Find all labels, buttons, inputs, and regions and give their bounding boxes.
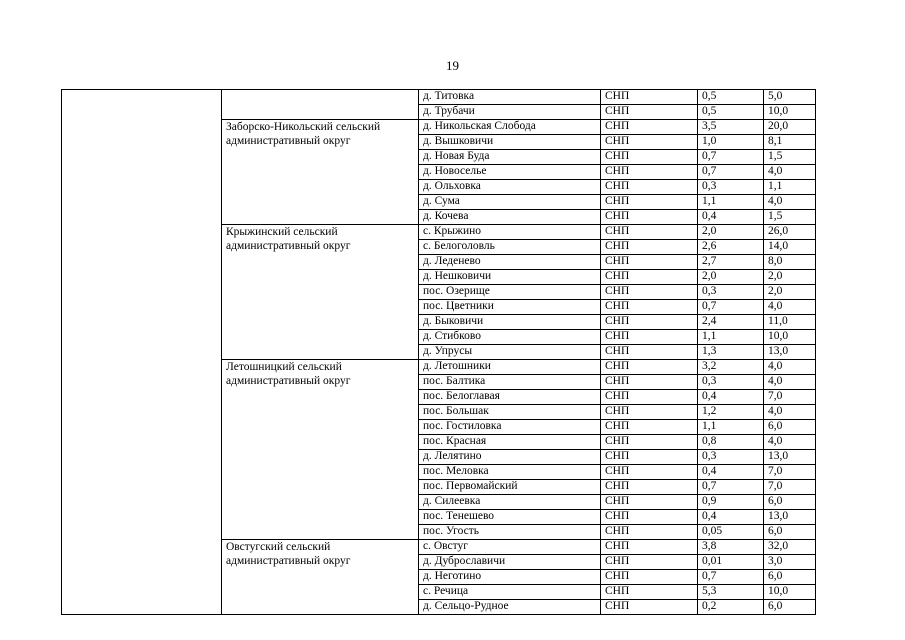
settlement-type-cell: СНП [601, 150, 698, 165]
settlement-name-cell: пос. Красная [419, 435, 601, 450]
value-2-cell: 8,1 [764, 135, 816, 150]
value-1-cell: 0,4 [698, 465, 764, 480]
settlement-type-cell: СНП [601, 135, 698, 150]
value-2-cell: 4,0 [764, 435, 816, 450]
value-2-cell: 6,0 [764, 600, 816, 615]
settlement-type-cell: СНП [601, 270, 698, 285]
settlement-name-cell: пос. Балтика [419, 375, 601, 390]
settlement-type-cell: СНП [601, 285, 698, 300]
value-1-cell: 0,7 [698, 480, 764, 495]
settlement-name-cell: пос. Озерище [419, 285, 601, 300]
value-1-cell: 0,9 [698, 495, 764, 510]
settlement-type-cell: СНП [601, 555, 698, 570]
value-2-cell: 8,0 [764, 255, 816, 270]
value-1-cell: 5,3 [698, 585, 764, 600]
value-1-cell: 3,8 [698, 540, 764, 555]
district-name-cell: Заборско-Никольский сельский административный округ [222, 120, 419, 225]
settlement-name-cell: с. Овстуг [419, 540, 601, 555]
settlement-type-cell: СНП [601, 585, 698, 600]
settlement-name-cell: д. Леденево [419, 255, 601, 270]
settlement-type-cell: СНП [601, 210, 698, 225]
value-1-cell: 0,5 [698, 105, 764, 120]
settlement-name-cell: д. Сельцо-Рудное [419, 600, 601, 615]
value-2-cell: 4,0 [764, 165, 816, 180]
settlement-name-cell: д. Силеевка [419, 495, 601, 510]
value-1-cell: 0,2 [698, 600, 764, 615]
value-2-cell: 10,0 [764, 585, 816, 600]
settlement-name-cell: д. Сума [419, 195, 601, 210]
settlement-type-cell: СНП [601, 390, 698, 405]
value-1-cell: 1,1 [698, 195, 764, 210]
district-name-cell: Летошницкий сельский административный округ [222, 360, 419, 540]
settlement-name-cell: пос. Белоглавая [419, 390, 601, 405]
value-2-cell: 26,0 [764, 225, 816, 240]
value-1-cell: 0,4 [698, 390, 764, 405]
value-2-cell: 7,0 [764, 480, 816, 495]
value-2-cell: 13,0 [764, 450, 816, 465]
settlement-type-cell: СНП [601, 540, 698, 555]
value-2-cell: 14,0 [764, 240, 816, 255]
value-1-cell: 1,3 [698, 345, 764, 360]
settlement-type-cell: СНП [601, 375, 698, 390]
value-1-cell: 0,7 [698, 300, 764, 315]
value-2-cell: 6,0 [764, 525, 816, 540]
value-1-cell: 0,4 [698, 510, 764, 525]
value-2-cell: 7,0 [764, 390, 816, 405]
value-1-cell: 1,0 [698, 135, 764, 150]
settlement-name-cell: д. Ольховка [419, 180, 601, 195]
settlement-name-cell: д. Нешковичи [419, 270, 601, 285]
value-1-cell: 2,4 [698, 315, 764, 330]
value-2-cell: 6,0 [764, 570, 816, 585]
settlement-type-cell: СНП [601, 435, 698, 450]
value-2-cell: 3,0 [764, 555, 816, 570]
settlement-type-cell: СНП [601, 195, 698, 210]
settlement-name-cell: с. Речица [419, 585, 601, 600]
value-2-cell: 13,0 [764, 510, 816, 525]
settlement-name-cell: пос. Первомайский [419, 480, 601, 495]
value-1-cell: 2,0 [698, 225, 764, 240]
value-2-cell: 4,0 [764, 405, 816, 420]
settlement-type-cell: СНП [601, 240, 698, 255]
settlement-type-cell: СНП [601, 345, 698, 360]
settlement-type-cell: СНП [601, 600, 698, 615]
settlement-name-cell: д. Быковичи [419, 315, 601, 330]
settlement-type-cell: СНП [601, 225, 698, 240]
settlement-name-cell: д. Летошники [419, 360, 601, 375]
settlement-type-cell: СНП [601, 300, 698, 315]
settlement-name-cell: с. Крыжино [419, 225, 601, 240]
value-1-cell: 0,3 [698, 375, 764, 390]
value-2-cell: 11,0 [764, 315, 816, 330]
settlements-table [61, 89, 816, 615]
value-2-cell: 4,0 [764, 375, 816, 390]
value-2-cell: 6,0 [764, 420, 816, 435]
value-2-cell: 2,0 [764, 285, 816, 300]
settlement-type-cell: СНП [601, 180, 698, 195]
value-1-cell: 0,7 [698, 165, 764, 180]
settlement-type-cell: СНП [601, 255, 698, 270]
value-2-cell: 13,0 [764, 345, 816, 360]
settlement-name-cell: д. Новоселье [419, 165, 601, 180]
value-1-cell: 0,8 [698, 435, 764, 450]
settlement-type-cell: СНП [601, 315, 698, 330]
value-1-cell: 0,3 [698, 285, 764, 300]
value-1-cell: 0,5 [698, 90, 764, 105]
value-2-cell: 2,0 [764, 270, 816, 285]
settlement-name-cell: пос. Угость [419, 525, 601, 540]
settlement-name-cell: пос. Большак [419, 405, 601, 420]
settlement-name-cell: пос. Тенешево [419, 510, 601, 525]
settlement-name-cell: д. Трубачи [419, 105, 601, 120]
value-2-cell: 5,0 [764, 90, 816, 105]
table-row [62, 90, 816, 105]
district-name-cell [222, 90, 419, 120]
value-2-cell: 6,0 [764, 495, 816, 510]
settlement-type-cell: СНП [601, 330, 698, 345]
value-2-cell: 20,0 [764, 120, 816, 135]
value-2-cell: 1,1 [764, 180, 816, 195]
settlement-type-cell: СНП [601, 165, 698, 180]
settlement-type-cell: СНП [601, 90, 698, 105]
settlement-name-cell: д. Неготино [419, 570, 601, 585]
settlement-name-cell: д. Лелятино [419, 450, 601, 465]
value-1-cell: 0,7 [698, 150, 764, 165]
value-2-cell: 10,0 [764, 105, 816, 120]
settlement-type-cell: СНП [601, 480, 698, 495]
settlement-type-cell: СНП [601, 450, 698, 465]
value-2-cell: 32,0 [764, 540, 816, 555]
region-cell [62, 90, 222, 615]
value-2-cell: 1,5 [764, 150, 816, 165]
value-1-cell: 2,0 [698, 270, 764, 285]
value-1-cell: 1,1 [698, 420, 764, 435]
settlement-type-cell: СНП [601, 570, 698, 585]
settlement-name-cell: д. Никольская Слобода [419, 120, 601, 135]
settlement-type-cell: СНП [601, 465, 698, 480]
settlement-name-cell: пос. Меловка [419, 465, 601, 480]
settlement-type-cell: СНП [601, 495, 698, 510]
district-name-cell: Овстугский сельский административный округ [222, 540, 419, 615]
settlement-name-cell: д. Упрусы [419, 345, 601, 360]
settlement-name-cell: д. Титовка [419, 90, 601, 105]
settlement-name-cell: д. Новая Буда [419, 150, 601, 165]
settlement-type-cell: СНП [601, 360, 698, 375]
value-2-cell: 10,0 [764, 330, 816, 345]
value-1-cell: 3,5 [698, 120, 764, 135]
value-1-cell: 3,2 [698, 360, 764, 375]
settlement-name-cell: д. Дуброславичи [419, 555, 601, 570]
settlement-type-cell: СНП [601, 105, 698, 120]
settlement-type-cell: СНП [601, 405, 698, 420]
value-1-cell: 0,4 [698, 210, 764, 225]
value-1-cell: 2,6 [698, 240, 764, 255]
value-2-cell: 4,0 [764, 195, 816, 210]
settlement-name-cell: пос. Гостиловка [419, 420, 601, 435]
value-1-cell: 0,3 [698, 450, 764, 465]
value-2-cell: 4,0 [764, 360, 816, 375]
settlement-type-cell: СНП [601, 510, 698, 525]
value-1-cell: 0,05 [698, 525, 764, 540]
settlements-table-body [62, 90, 816, 615]
settlement-name-cell: д. Кочева [419, 210, 601, 225]
value-1-cell: 0,3 [698, 180, 764, 195]
settlement-name-cell: пос. Цветники [419, 300, 601, 315]
value-1-cell: 0,01 [698, 555, 764, 570]
settlement-type-cell: СНП [601, 120, 698, 135]
settlement-name-cell: с. Белоголовль [419, 240, 601, 255]
settlement-type-cell: СНП [601, 420, 698, 435]
settlement-name-cell: д. Стибково [419, 330, 601, 345]
value-1-cell: 2,7 [698, 255, 764, 270]
value-2-cell: 1,5 [764, 210, 816, 225]
value-1-cell: 1,1 [698, 330, 764, 345]
settlement-type-cell: СНП [601, 525, 698, 540]
value-1-cell: 1,2 [698, 405, 764, 420]
value-2-cell: 4,0 [764, 300, 816, 315]
page-number: 19 [446, 58, 459, 73]
district-name-cell: Крыжинский сельский административный округ [222, 225, 419, 360]
value-2-cell: 7,0 [764, 465, 816, 480]
settlement-name-cell: д. Вышковичи [419, 135, 601, 150]
value-1-cell: 0,7 [698, 570, 764, 585]
